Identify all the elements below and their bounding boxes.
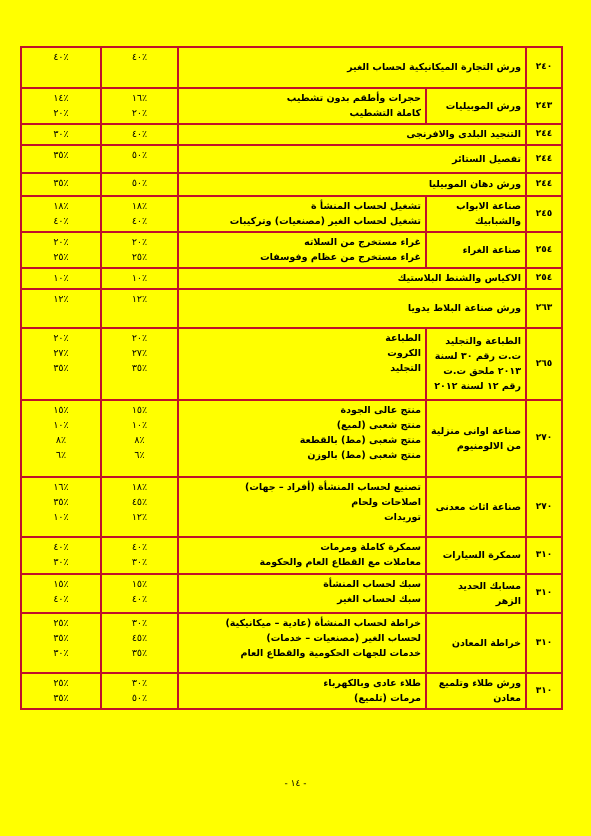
rate-value: ٪٣٥ (53, 497, 69, 508)
activity-code: ٢٧٠ (526, 477, 562, 537)
activity-code: ٢٦٥ (526, 328, 562, 400)
table-row (21, 232, 562, 268)
detail-line: اصلاحات ولحام (351, 497, 421, 508)
rate-value: ٪٤٠ (131, 216, 148, 227)
activity-code: ٣١٠ (526, 613, 562, 673)
activity-details (178, 328, 426, 400)
activity-code: ٢٤٠ (526, 47, 562, 88)
detail-line: تصنيع لحساب المنشأة (أفراد – جهات) (244, 482, 421, 493)
rate-value: ٪٤٠ (131, 542, 148, 553)
activity-name: صناعة اوانى منزلية من الالومنيوم (426, 400, 526, 477)
rate-value: ٪٤٥ (131, 497, 148, 508)
detail-line: توريدات (384, 512, 421, 523)
activity-name: ورش طلاء وتلميع معادن (426, 673, 526, 709)
activity-name: ورش الموبيليات (426, 88, 526, 124)
activity-name: خراطة المعادن (426, 613, 526, 673)
detail-line: خدمات للجهات الحكومية والقطاع العام (240, 648, 421, 659)
activity-details (178, 613, 426, 673)
rate-value: ٪٨ (134, 435, 145, 446)
rate-value: ٪١٠ (131, 420, 148, 431)
activity-name: الاكياس والشنط البلاستيك (178, 268, 526, 289)
rate-value: ٪٤٠ (131, 52, 148, 63)
rate-value: ٪١٦ (131, 93, 148, 104)
activity-code: ٢٤٣ (526, 88, 562, 124)
rate-value: ٪٣٥ (131, 363, 148, 374)
table-row (21, 574, 562, 613)
table-row (21, 477, 562, 537)
detail-line: طلاء عادى وبالكهرباء (323, 678, 421, 689)
rate-value: ٪١٨ (131, 201, 148, 212)
rate-column-1 (101, 173, 178, 196)
rate-column-1 (101, 613, 178, 673)
activity-name: ورش دهان الموبيليا (178, 173, 526, 196)
rate-value: ٪١٢ (131, 294, 148, 305)
table-row (21, 400, 562, 477)
rate-value: ٪٢٠ (131, 108, 148, 119)
rate-value: ٪٤٠ (53, 594, 69, 605)
rate-value: ٪١٨ (53, 201, 69, 212)
table-row (21, 289, 562, 328)
table-row (21, 124, 562, 145)
activity-code: ٢٤٤ (526, 173, 562, 196)
rate-value: ٪٣٠ (53, 129, 69, 140)
rate-column-2 (21, 124, 101, 145)
rate-value: ٪٢٠ (131, 237, 148, 248)
rate-value: ٪١٠ (131, 273, 148, 284)
rate-column-1 (101, 477, 178, 537)
rate-column-2 (21, 289, 101, 328)
rate-value: ٪١٢ (131, 512, 148, 523)
activity-name: مسابك الحديد الزهر (426, 574, 526, 613)
detail-line: الطباعة (385, 333, 421, 344)
table-row (21, 268, 562, 289)
detail-line: منتج عالى الجودة (340, 405, 421, 416)
rate-column-1 (101, 145, 178, 173)
detail-line: لحساب الغير (مصنعيات – خدمات) (266, 633, 421, 644)
rate-column-2 (21, 173, 101, 196)
detail-line: غراء مستخرج من عظام وفوسفات (260, 252, 421, 263)
rate-column-2 (21, 574, 101, 613)
table-row (21, 328, 562, 400)
detail-line: معاملات مع القطاع العام والحكومة (259, 557, 421, 568)
table-row (21, 145, 562, 173)
rate-value: ٪٦ (55, 450, 67, 461)
rate-column-2 (21, 477, 101, 537)
activity-code: ٢٥٤ (526, 268, 562, 289)
rate-value: ٪٣٠ (131, 557, 148, 568)
rate-column-2 (21, 400, 101, 477)
table-row (21, 196, 562, 232)
rate-column-1 (101, 537, 178, 574)
rate-column-1 (101, 268, 178, 289)
rate-value: ٪٢٧ (53, 348, 69, 359)
activity-code: ٢٤٥ (526, 196, 562, 232)
detail-line: الكروت (387, 348, 421, 359)
activity-details (178, 673, 426, 709)
rate-value: ٪٣٥ (53, 633, 69, 644)
rate-value: ٪٣٥ (131, 648, 148, 659)
rate-value: ٪٤٠ (53, 216, 69, 227)
detail-line: تشغيل لحساب المنشأ ة (311, 201, 421, 212)
activity-name: الطباعة والتجليد ت.ت رقم ٣٠ لسنة ٢٠١٣ ملحق ت.ت رقم ١٢ لسنة ٢٠١٢ (426, 328, 526, 400)
activity-code: ٣١٠ (526, 537, 562, 574)
activity-name: ورش صناعة البلاط يدويا (178, 289, 526, 328)
detail-line: سمكرة كاملة ومرمات (320, 542, 421, 553)
rate-value: ٪١٠ (53, 420, 69, 431)
detail-line: كاملة التشطيب (349, 108, 421, 119)
rate-value: ٪٤٥ (131, 633, 148, 644)
rate-value: ٪٣٥ (53, 178, 69, 189)
rate-value: ٪١٥ (53, 579, 69, 590)
detail-line: خراطة لحساب المنشأة (عادية – ميكانيكية) (225, 618, 421, 629)
activity-table-wrapper (20, 46, 561, 710)
rate-value: ٪١٥ (53, 405, 69, 416)
rate-value: ٪٥٠ (131, 150, 148, 161)
activity-name: التنجيد البلدى والافرنجى (178, 124, 526, 145)
rate-value: ٪٨ (55, 435, 67, 446)
table-row (21, 173, 562, 196)
rate-column-1 (101, 328, 178, 400)
rate-value: ٪٦ (134, 450, 145, 461)
rate-value: ٪٣٥ (53, 150, 69, 161)
rate-value: ٪٢٥ (131, 252, 148, 263)
activity-code: ٢٤٤ (526, 145, 562, 173)
rate-column-2 (21, 268, 101, 289)
table-row (21, 88, 562, 124)
rate-value: ٪٣٠ (53, 557, 69, 568)
activity-table-body (21, 47, 562, 709)
rate-value: ٪٢٥ (53, 618, 69, 629)
detail-line: تشغيل لحساب الغير (مصنعيات) وتركيبات (229, 216, 421, 227)
table-row (21, 537, 562, 574)
activity-code: ٣١٠ (526, 574, 562, 613)
rate-column-2 (21, 673, 101, 709)
rate-value: ٪٥٠ (131, 178, 148, 189)
rate-value: ٪٢٠ (53, 108, 69, 119)
detail-line: مرمات (تلميع) (354, 693, 421, 704)
activity-code: ٣١٠ (526, 673, 562, 709)
table-row (21, 47, 562, 88)
rate-value: ٪١٥ (131, 579, 148, 590)
rate-value: ٪٢٥ (53, 252, 69, 263)
rate-value: ٪١٢ (53, 294, 69, 305)
rate-value: ٪٥٠ (131, 693, 148, 704)
table-row (21, 613, 562, 673)
rate-column-1 (101, 47, 178, 88)
detail-line: حجرات وأطقم بدون تشطيب (286, 93, 421, 104)
rate-column-2 (21, 613, 101, 673)
activity-name: صناعة الابواب والشبابيك (426, 196, 526, 232)
detail-line: منتج شعبى (مط) بالقطعة (299, 435, 421, 446)
detail-line: سبك لحساب المنشأة (323, 579, 421, 590)
detail-line: غراء مستخرج من السلاته (304, 237, 421, 248)
activity-details (178, 537, 426, 574)
rate-value: ٪١٠ (53, 512, 69, 523)
rate-value: ٪٤٠ (53, 52, 69, 63)
rate-column-1 (101, 673, 178, 709)
rate-value: ٪٤٠ (131, 129, 148, 140)
rate-column-2 (21, 88, 101, 124)
rate-value: ٪٢٠ (53, 237, 69, 248)
rate-column-2 (21, 145, 101, 173)
rate-column-1 (101, 124, 178, 145)
detail-line: التجليد (390, 363, 421, 374)
rate-column-1 (101, 232, 178, 268)
rate-value: ٪٤٠ (53, 542, 69, 553)
rate-value: ٪٢٠ (53, 333, 69, 344)
activity-details (178, 574, 426, 613)
rate-column-2 (21, 47, 101, 88)
rate-value: ٪١٠ (53, 273, 69, 284)
activity-code: ٢٦٣ (526, 289, 562, 328)
rate-column-2 (21, 232, 101, 268)
rate-value: ٪٣٥ (53, 363, 69, 374)
page-number: - ١٤ - (284, 779, 307, 789)
rate-column-2 (21, 328, 101, 400)
activity-details (178, 88, 426, 124)
table-row (21, 673, 562, 709)
activity-code: ٢٤٤ (526, 124, 562, 145)
activity-details (178, 196, 426, 232)
activity-table (20, 46, 563, 710)
rate-column-2 (21, 537, 101, 574)
rate-value: ٪٣٠ (131, 618, 148, 629)
rate-column-1 (101, 88, 178, 124)
rate-column-1 (101, 196, 178, 232)
rate-column-2 (21, 196, 101, 232)
rate-value: ٪٤٠ (131, 594, 148, 605)
detail-line: منتج شعبى (مط) بالوزن (307, 450, 421, 461)
activity-details (178, 400, 426, 477)
activity-name: صناعة اثاث معدنى (426, 477, 526, 537)
activity-code: ٢٧٠ (526, 400, 562, 477)
rate-value: ٪٢٧ (131, 348, 148, 359)
rate-value: ٪١٥ (131, 405, 148, 416)
activity-name: تفصيل الستائر (178, 145, 526, 173)
activity-details (178, 477, 426, 537)
rate-column-1 (101, 574, 178, 613)
rate-value: ٪١٨ (131, 482, 148, 493)
rate-value: ٪٢٥ (53, 678, 69, 689)
detail-line: منتج شعبى (لميع) (336, 420, 421, 431)
detail-line: سبك لحساب الغير (337, 594, 421, 605)
activity-name: سمكرة السيارات (426, 537, 526, 574)
activity-details (178, 232, 426, 268)
rate-column-1 (101, 289, 178, 328)
rate-value: ٪٢٠ (131, 333, 148, 344)
activity-code: ٢٥٤ (526, 232, 562, 268)
rate-value: ٪٣٥ (53, 693, 69, 704)
activity-name: صناعة الغراء (426, 232, 526, 268)
rate-column-1 (101, 400, 178, 477)
rate-value: ٪٣٠ (53, 648, 69, 659)
activity-name: ورش التجارة الميكانيكية لحساب الغير (178, 47, 526, 88)
rate-value: ٪١٤ (53, 93, 69, 104)
rate-value: ٪٣٠ (131, 678, 148, 689)
rate-value: ٪١٦ (53, 482, 69, 493)
